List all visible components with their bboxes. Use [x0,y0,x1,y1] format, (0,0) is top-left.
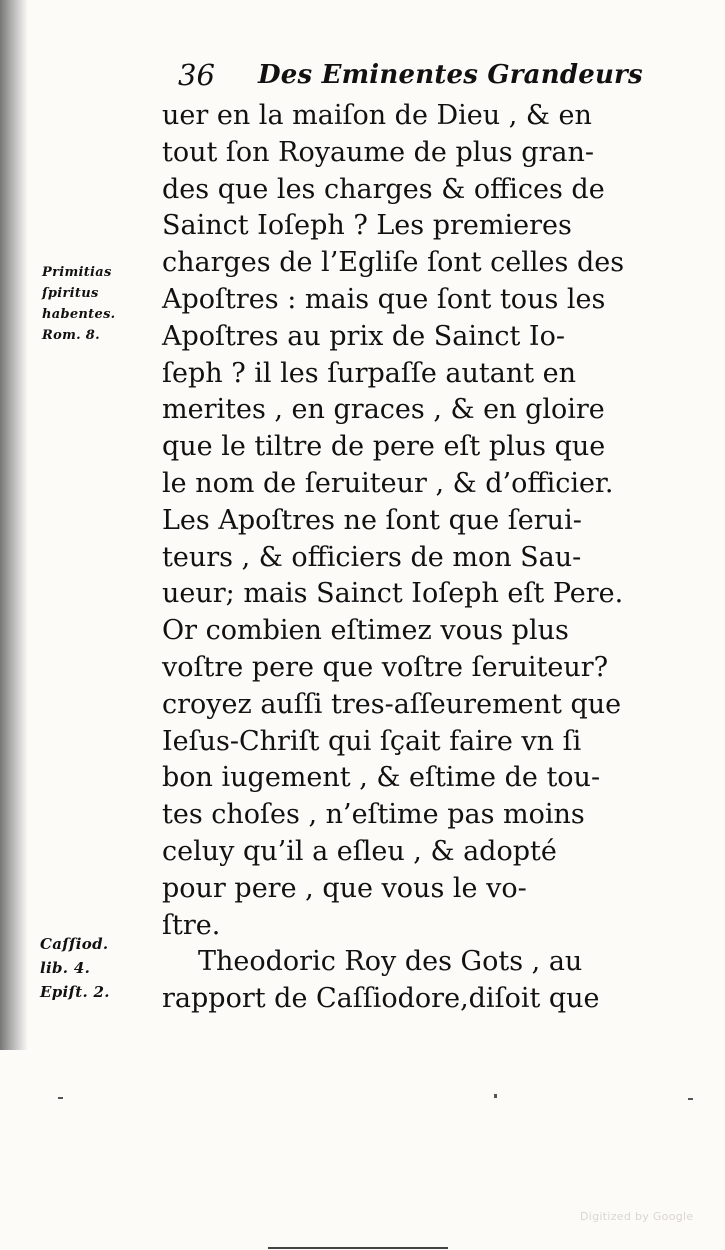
text-line: celuy qu’il a eſleu , & adopté [162,835,557,867]
margin-note-line: Rom. 8. [42,328,100,343]
ink-speck [688,1098,693,1100]
text-line: Theodoric Roy des Gots , au [198,946,583,978]
text-line: voſtre pere que voſtre ſeruiteur? [162,651,609,683]
digitized-watermark: Digitized by Google [580,1210,694,1223]
margin-note-line: Caſſiod. [40,935,109,953]
text-line: charges de l’Egliſe ſont celles des [162,247,625,279]
margin-note-line: Epiſt. 2. [40,983,110,1001]
running-title: Des Eminentes Grandeurs [258,60,643,90]
text-line: uer en la maiſon de Dieu , & en [162,100,592,131]
body-text [162,98,662,1018]
margin-note-cassiodorus [40,932,110,1004]
ink-speck [58,1097,63,1099]
text-line: rapport de Caſſiodore,diſoit que [162,983,600,1015]
text-line: Apoſtres au prix de Sainct Io- [162,320,565,352]
text-line: pour pere , que vous le vo- [162,872,527,904]
text-line: ueur; mais Sainct Ioſeph eſt Pere. [162,578,624,610]
margin-note-line: Primitias [42,265,112,280]
text-line: merites , en graces , & en gloire [162,394,605,426]
text-line: croyez auſſi tres-aſſeurement que [162,688,622,720]
page-number: 36 [178,58,215,92]
text-line: bon iugement , & eſtime de tou- [162,762,601,794]
ink-speck [494,1094,497,1098]
text-line: Apoſtres : mais que ſont tous les [162,283,606,315]
text-line: Sainct Ioſeph ? Les premieres [162,210,572,242]
margin-note-romans [42,262,116,346]
text-line: tes choſes , n’eſtime pas moins [162,799,585,831]
page-edge-shadow [0,0,28,1050]
text-line: tout ſon Royaume de plus gran- [162,136,595,168]
text-line: des que les charges & offices de [162,173,605,205]
text-line: le nom de ſeruiteur , & d’officier. [162,467,614,499]
text-line: Les Apoſtres ne ſont que ſerui- [162,504,582,536]
margin-note-line: habentes. [42,307,116,322]
text-line: Ieſus-Chriſt qui ſçait faire vn ſi [162,725,582,757]
text-line: ſeph ? il les ſurpaſſe autant en [162,357,577,389]
text-line: teurs , & officiers de mon Sau- [162,541,582,573]
margin-note-line: lib. 4. [40,959,91,977]
running-head [178,55,643,95]
text-line: ſtre. [162,909,221,941]
margin-note-line: ſpiritus [42,286,99,301]
text-line: que le tiltre de pere eſt plus que [162,431,606,463]
bottom-rule [268,1247,448,1249]
text-line: Or combien eſtimez vous plus [162,615,569,647]
